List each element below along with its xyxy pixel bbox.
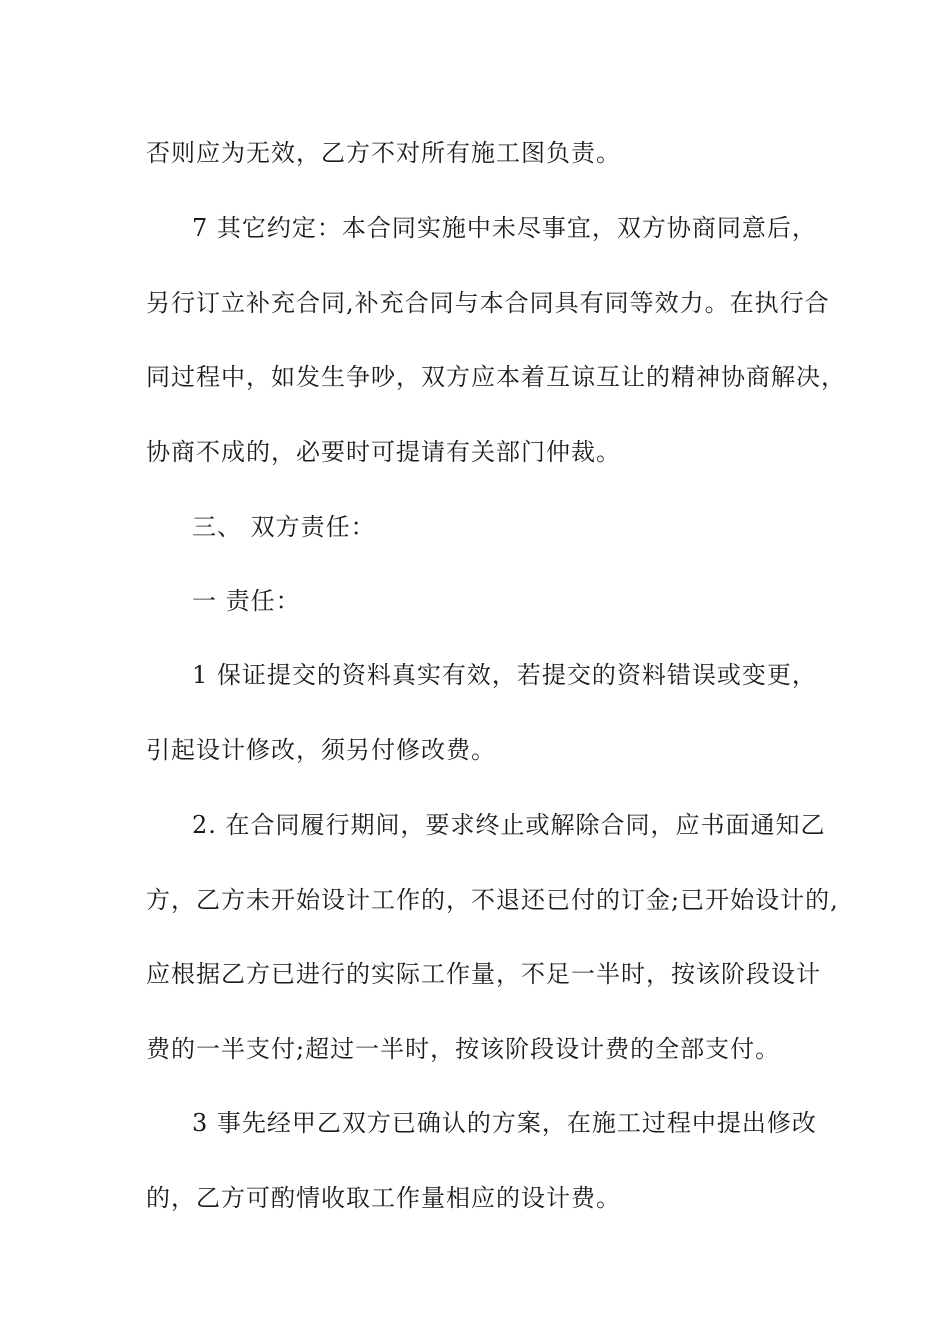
text-line: 费的一半支付;超过一半时，按该阶段设计费的全部支付。 — [146, 1035, 781, 1063]
text-line: 2. 在合同履行期间，要求终止或解除合同，应书面通知乙 — [192, 811, 826, 839]
text-line: 另行订立补充合同,补充合同与本合同具有同等效力。在执行合 — [146, 289, 830, 317]
text-line: 1 保证提交的资料真实有效，若提交的资料错误或变更， — [192, 661, 817, 689]
text-line: 7 其它约定：本合同实施中未尽事宜，双方协商同意后， — [192, 214, 817, 242]
text-line: 同过程中，如发生争吵，双方应本着互谅互让的精神协商解决， — [146, 363, 846, 391]
text-line: 的，乙方可酌情收取工作量相应的设计费。 — [146, 1184, 621, 1212]
text-line: 否则应为无效，乙方不对所有施工图负责。 — [146, 139, 621, 167]
text-line: 应根据乙方已进行的实际工作量，不足一半时，按该阶段设计 — [146, 960, 821, 988]
text-line: 方，乙方未开始设计工作的，不退还已付的订金;已开始设计的, — [146, 886, 839, 914]
section-heading: 三、 双方责任： — [192, 513, 376, 541]
subsection-heading: 一 责任： — [192, 587, 301, 615]
text-line: 3 事先经甲乙双方已确认的方案，在施工过程中提出修改 — [192, 1109, 817, 1137]
text-line: 协商不成的，必要时可提请有关部门仲裁。 — [146, 438, 621, 466]
text-line: 引起设计修改，须另付修改费。 — [146, 736, 496, 764]
